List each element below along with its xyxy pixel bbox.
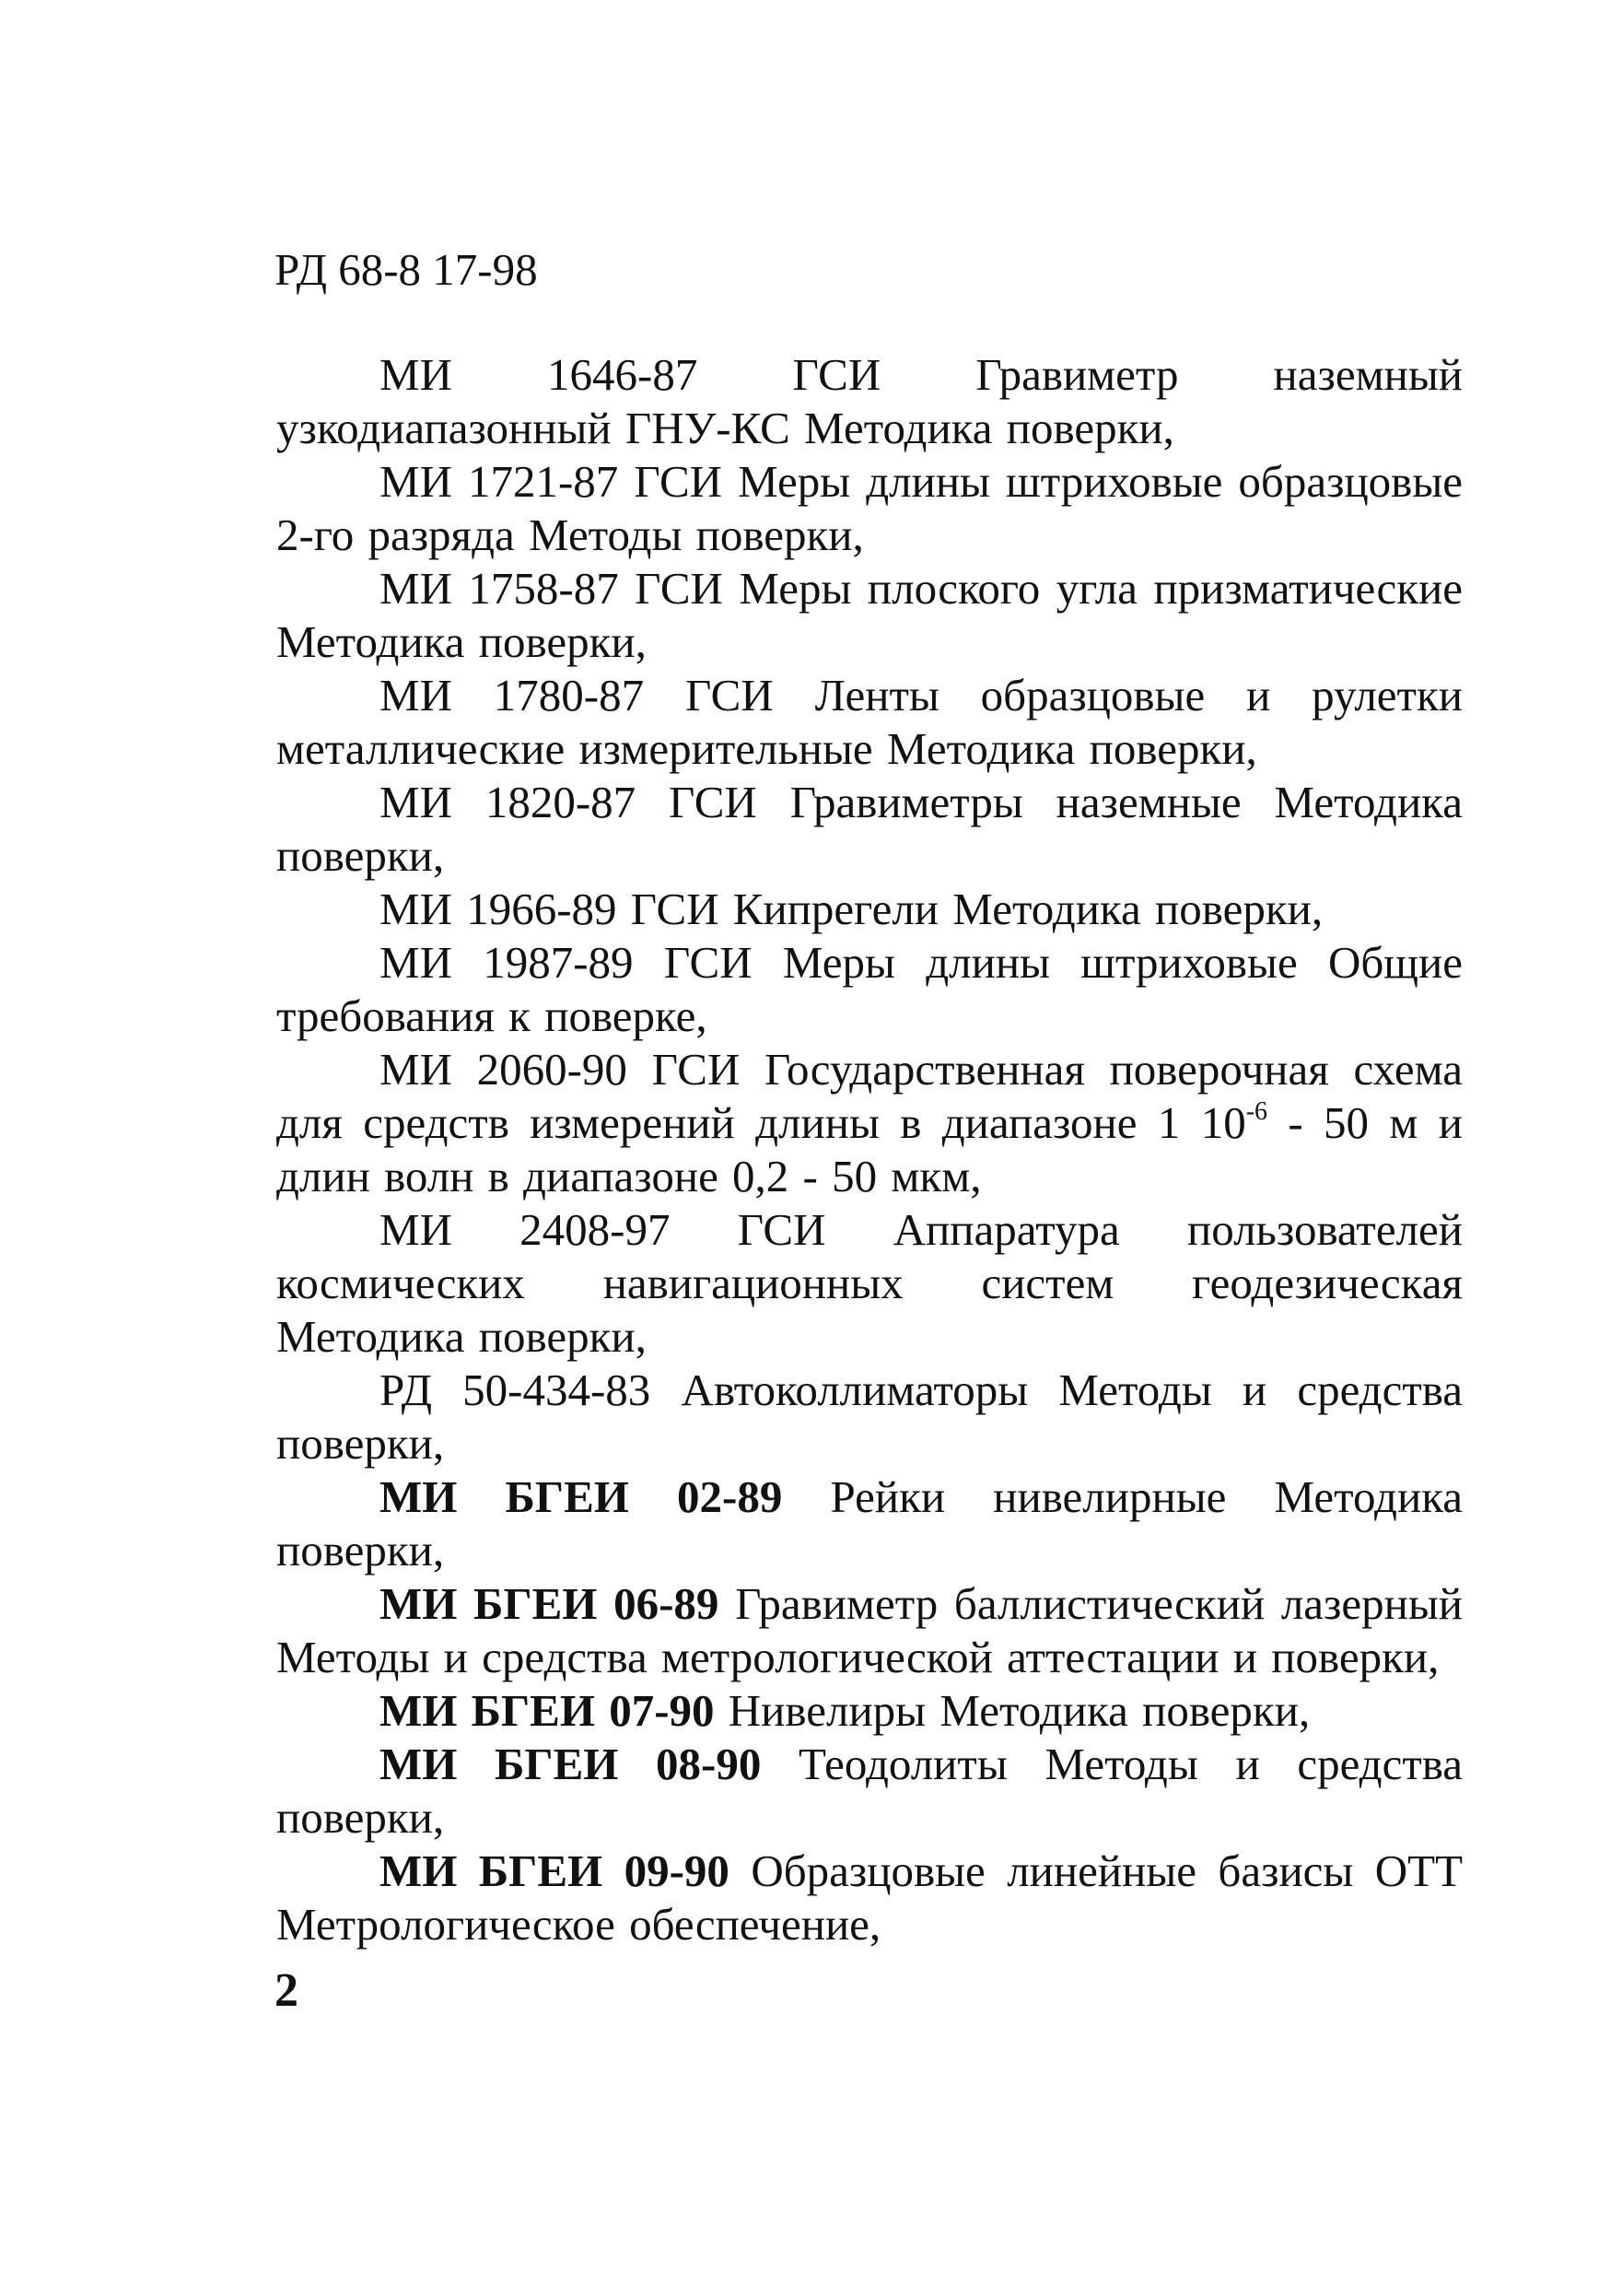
reference-text: Гравиметр наземный узкодиапазонный ГНУ-КС Методика поверки,: [276, 349, 1463, 453]
reference-text: Гравиметр баллистический лазерный Методы и средства метрологической аттестации и поверки,: [276, 1578, 1464, 1682]
reference-code: МИ БГЕИ 06-89: [379, 1578, 719, 1629]
reference-item: [276, 1043, 1463, 1203]
reference-text: Рейки нивелирные Методика поверки,: [276, 1471, 1464, 1576]
reference-item: [276, 455, 1463, 562]
document-header: РД 68-8 17-98: [274, 244, 538, 295]
reference-text: Аппаратура пользователей космических навигационных систем геодезическая Методика поверки,: [276, 1204, 1464, 1362]
reference-list: [276, 348, 1463, 1951]
reference-code: МИ 2408-97 ГСИ: [379, 1204, 826, 1255]
reference-superscript: -6: [1245, 1097, 1268, 1126]
reference-code: РД 50-434-83: [379, 1365, 651, 1415]
reference-item: [276, 1845, 1463, 1951]
reference-text: Нивелиры Методика поверки,: [728, 1685, 1311, 1736]
reference-text: Автоколлиматоры Методы и средства поверки,: [276, 1365, 1463, 1469]
reference-item: [276, 1738, 1463, 1845]
reference-item: [276, 1577, 1463, 1684]
reference-text-after: - 50 м и длин волн в диапазоне 0,2 - 50 мкм,: [276, 1097, 1463, 1201]
reference-text: Гравиметры наземные Методика поверки,: [276, 777, 1463, 881]
reference-item: [276, 1470, 1463, 1577]
reference-item: [276, 562, 1463, 669]
reference-code: МИ БГЕИ 09-90: [379, 1845, 729, 1896]
reference-text: Меры длины штриховые образцовые 2-го разряда Методы поверки,: [276, 456, 1463, 560]
reference-code: МИ БГЕИ 08-90: [379, 1739, 762, 1789]
reference-item: [276, 348, 1463, 455]
reference-text-before: Государственная поверочная схема для средств измерений длины в диапазоне 1 10: [276, 1044, 1463, 1148]
reference-code: МИ 1721-87 ГСИ: [379, 456, 723, 507]
reference-code: МИ 1987-89 ГСИ: [379, 937, 753, 988]
reference-text: Кипрегели Методика поверки,: [732, 884, 1324, 934]
reference-code: МИ 1780-87 ГСИ: [379, 670, 774, 720]
reference-code: МИ БГЕИ 07-90: [379, 1685, 715, 1736]
reference-code: МИ 1820-87 ГСИ: [379, 777, 757, 827]
reference-item: [276, 1203, 1463, 1364]
reference-code: МИ 2060-90 ГСИ: [379, 1044, 741, 1095]
reference-code: МИ БГЕИ 02-89: [379, 1471, 783, 1522]
reference-text: Образцовые линейные базисы ОТТ Метрологическое обеспечение,: [276, 1845, 1464, 1950]
reference-code: МИ 1646-87 ГСИ: [379, 349, 881, 400]
reference-text: Теодолиты Методы и средства поверки,: [276, 1739, 1464, 1843]
reference-code: МИ 1758-87 ГСИ: [379, 563, 723, 614]
reference-code: МИ 1966-89 ГСИ: [379, 884, 719, 934]
reference-item: [276, 669, 1463, 776]
reference-item: [276, 936, 1463, 1043]
reference-item: [276, 1684, 1463, 1738]
reference-item: [276, 1364, 1463, 1470]
reference-text: Ленты образцовые и рулетки металлические измерительные Методика поверки,: [276, 670, 1463, 774]
reference-text: Меры длины штриховые Общие требования к поверке,: [276, 937, 1463, 1041]
page-number: 2: [274, 1964, 298, 2017]
reference-text: Меры плоского угла призматические Методика поверки,: [276, 563, 1463, 667]
reference-item: [276, 883, 1463, 936]
reference-item: [276, 776, 1463, 883]
